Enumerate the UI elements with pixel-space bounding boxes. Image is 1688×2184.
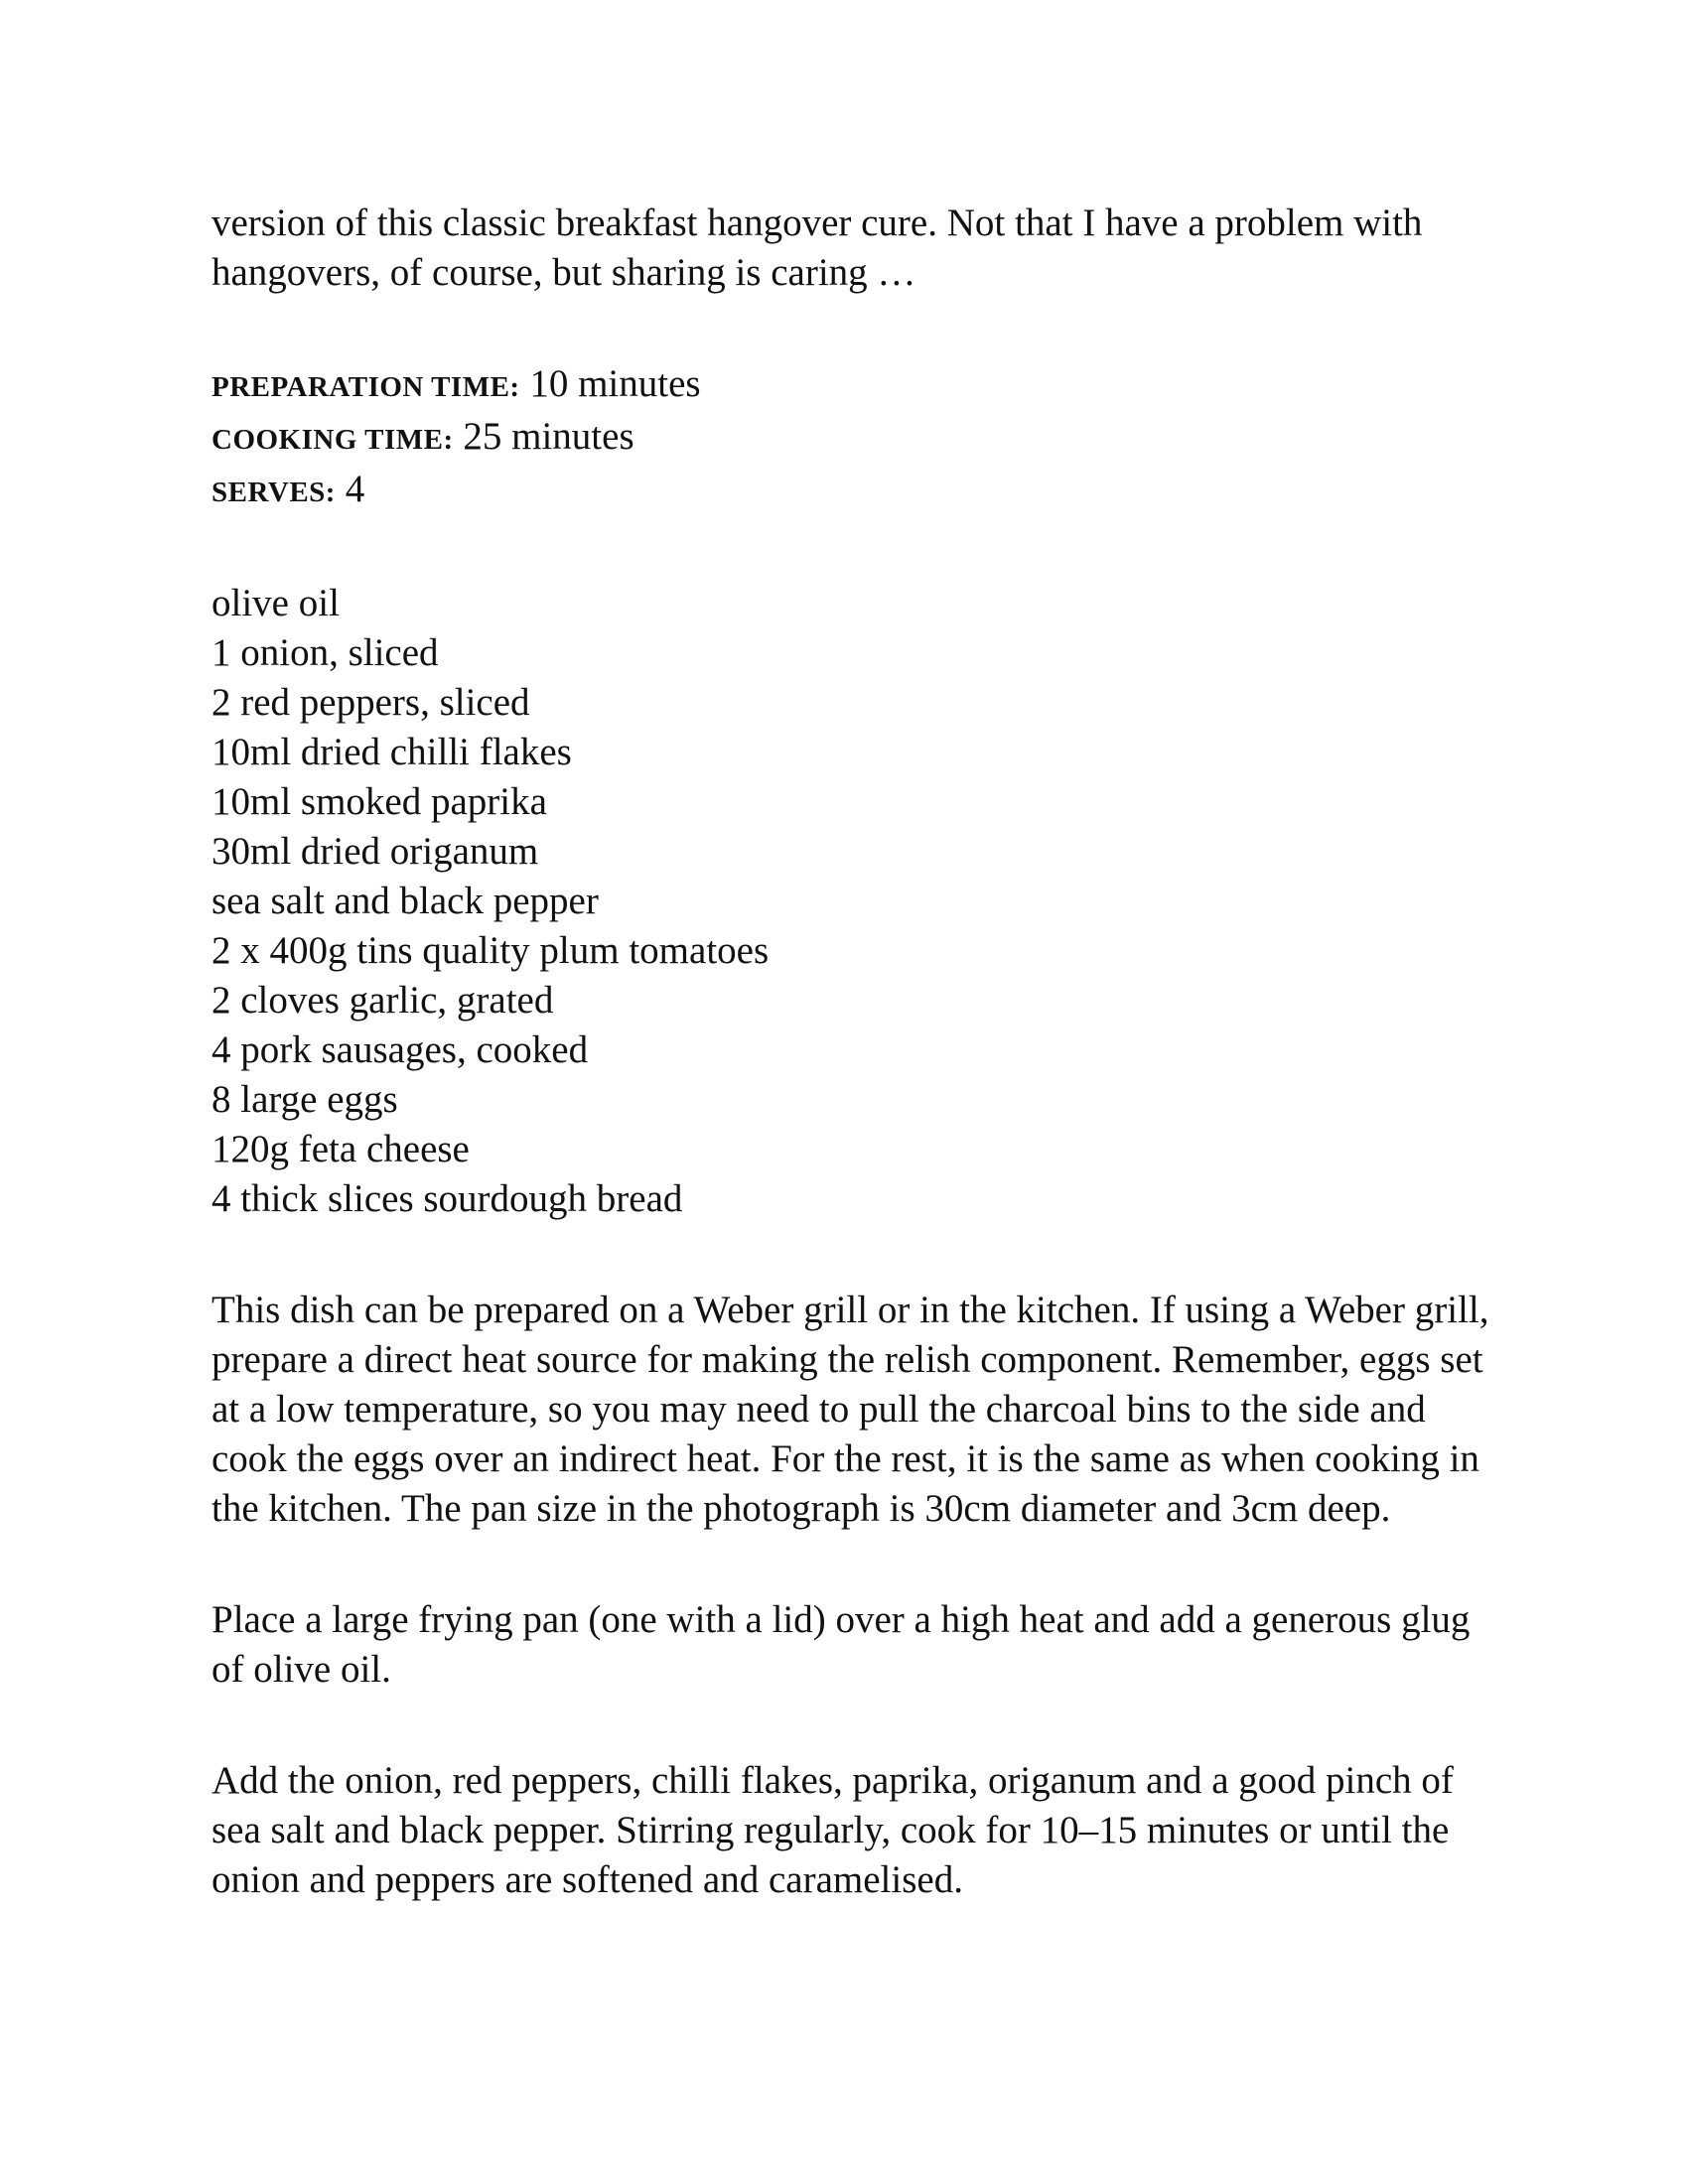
ingredient-item: 1 onion, sliced (211, 631, 439, 674)
ingredients-list (211, 579, 1502, 1224)
ingredient-item: sea salt and black pepper (211, 880, 599, 922)
intro-paragraph: version of this classic breakfast hangover cure. Not that I have a problem with hangovers, of course, but sharing is caring … (211, 202, 1423, 294)
ingredient-item: 4 thick slices sourdough bread (211, 1177, 683, 1220)
prep-time (211, 359, 1502, 412)
ingredient-item: 8 large eggs (211, 1078, 398, 1121)
ingredient-item: olive oil (211, 582, 340, 624)
cooking-time (211, 412, 1502, 465)
ingredient-item: 120g feta cheese (211, 1128, 470, 1170)
method-step: This dish can be prepared on a Weber grill or in the kitchen. If using a Weber grill, prepare a direct heat source for making the relish component. Remember, eggs set at a low temperature, so you may need to pull the charcoal bins to the side and cook the eggs over an indirect heat. For the rest, it is the same as when cooking in the kitchen. The pan size in the photograph is 30cm diameter and 3cm deep. (211, 1289, 1489, 1530)
ingredient-item: 4 pork sausages, cooked (211, 1028, 589, 1071)
method-step: Place a large frying pan (one with a lid) over a high heat and add a generous glug of olive oil. (211, 1598, 1471, 1691)
recipe-page (211, 199, 1502, 1905)
cooking-time-label: COOKING TIME: (211, 424, 454, 456)
ingredient-item: 10ml smoked paprika (211, 780, 547, 823)
ingredient-item: 2 red peppers, sliced (211, 681, 530, 724)
ingredient-item: 2 cloves garlic, grated (211, 979, 554, 1022)
cooking-time-value: 25 minutes (463, 415, 634, 458)
ingredient-item: 30ml dried origanum (211, 830, 539, 873)
method-section (211, 1286, 1502, 1905)
ingredient-item: 10ml dried chilli flakes (211, 731, 572, 773)
prep-time-label: PREPARATION TIME: (211, 371, 520, 403)
serves (211, 465, 1502, 517)
recipe-meta (211, 359, 1502, 517)
serves-label: SERVES: (211, 477, 336, 508)
ingredient-item: 2 x 400g tins quality plum tomatoes (211, 929, 770, 972)
serves-value: 4 (345, 468, 365, 510)
prep-time-value: 10 minutes (529, 362, 701, 405)
method-step: Add the onion, red peppers, chilli flakes, paprika, origanum and a good pinch of sea salt and black pepper. Stirring regularly, cook for 10–15 minutes or until the onion and peppers are softened and caramelised. (211, 1759, 1454, 1901)
